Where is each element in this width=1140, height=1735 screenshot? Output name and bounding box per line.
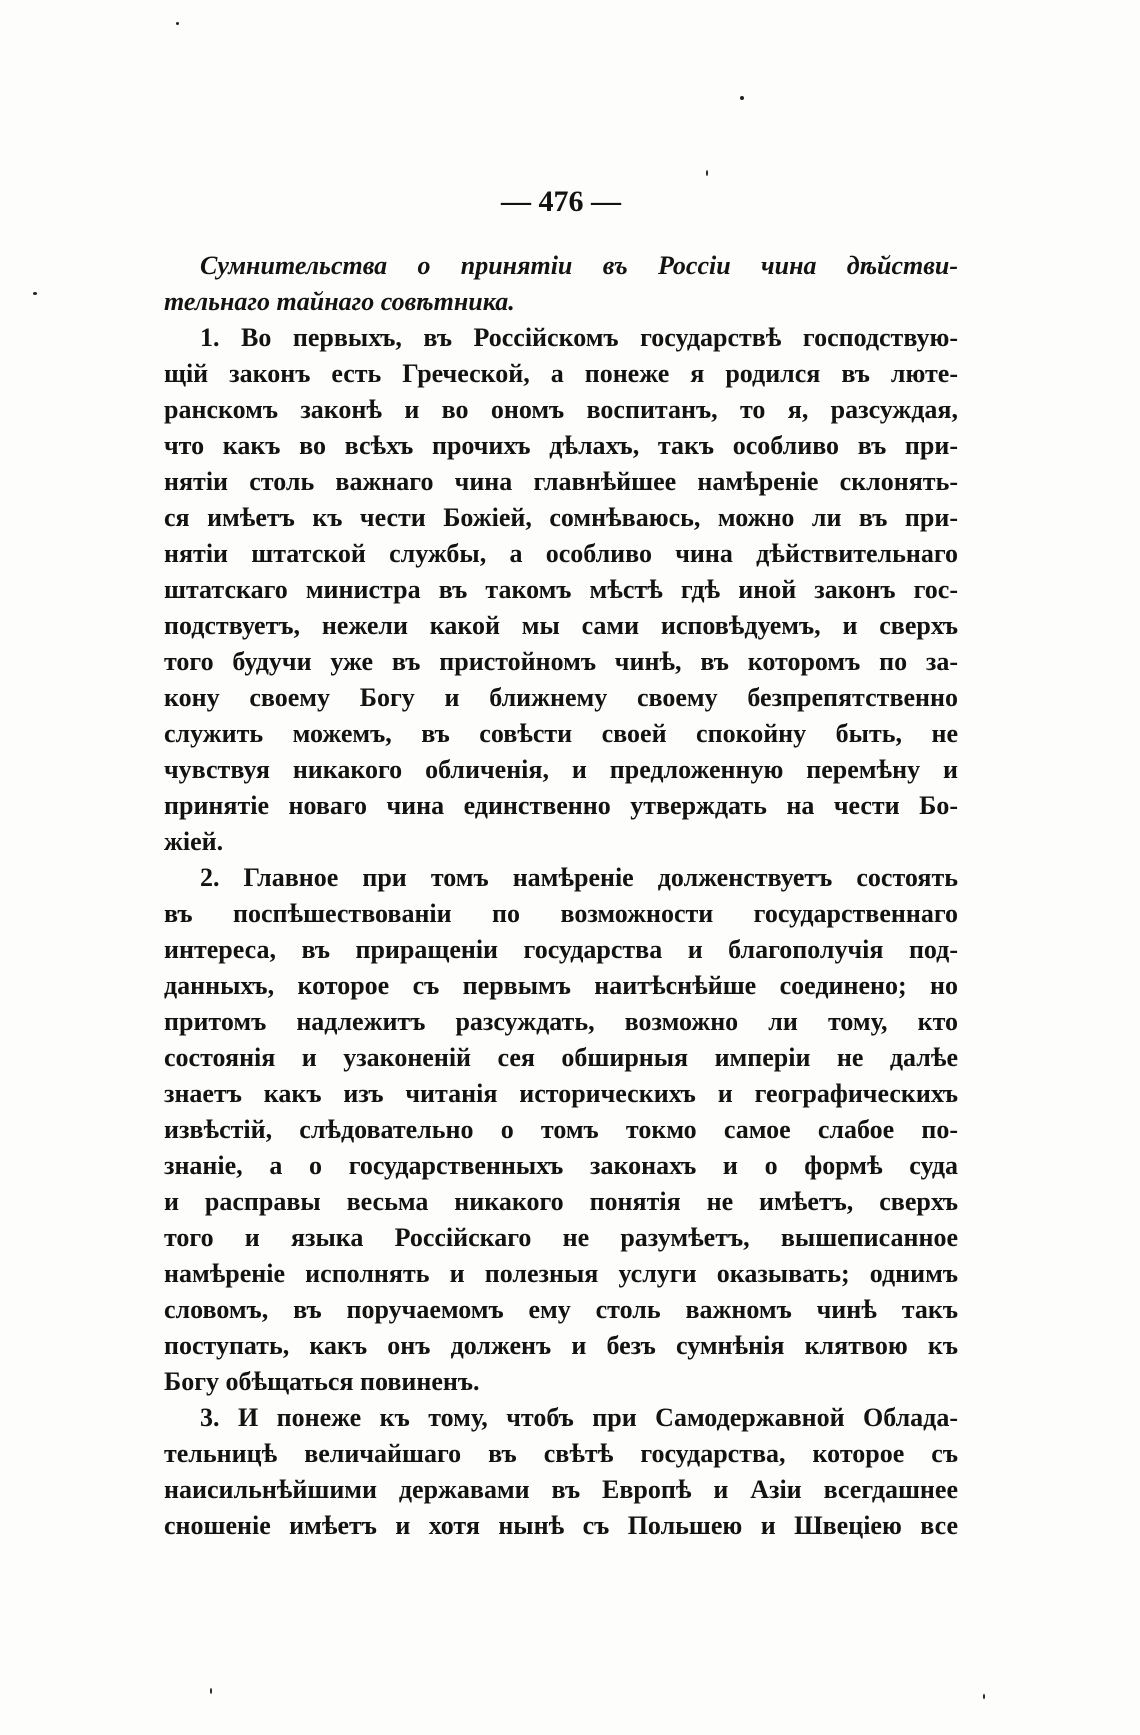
text-line: притомъ надлежитъ разсуждать, возможно ли тому, кто xyxy=(164,1007,958,1036)
text-line: наисильнѣйшими державами въ Европѣ и Азіи всегдашнее xyxy=(164,1475,958,1504)
text-line: знаетъ какъ изъ читанія историческихъ и географическихъ xyxy=(164,1079,958,1108)
text-line: подствуетъ, нежели какой мы сами исповѣдуемъ, и сверхъ xyxy=(164,611,958,640)
text-line: намѣреніе исполнять и полезныя услуги оказывать; однимъ xyxy=(164,1259,958,1288)
paragraph-3 xyxy=(164,1400,958,1544)
text-line: штатскаго министра въ такомъ мѣстѣ гдѣ иной законъ гос- xyxy=(164,575,958,604)
heading-line: тельнаго тайнаго совѣтника. xyxy=(164,287,515,316)
text-line: сношеніе имѣетъ и хотя нынѣ съ Польшею и Швеціею все xyxy=(164,1511,958,1540)
scan-speck xyxy=(176,22,179,25)
heading-line: Сумнительства о принятіи въ Россіи чина дѣйстви- xyxy=(200,251,958,280)
text-line: щій законъ есть Греческой, а понеже я родился въ люте- xyxy=(164,359,958,388)
text-line: 1. Во первыхъ, въ Россійскомъ государствѣ господствую- xyxy=(200,323,958,352)
paragraph-2 xyxy=(164,860,958,1400)
scan-speck xyxy=(33,292,37,295)
text-line: ранскомъ законѣ и во ономъ воспитанъ, то я, разсуждая, xyxy=(164,395,958,424)
text-line: тельницѣ величайшаго въ свѣтѣ государства, которое съ xyxy=(164,1439,958,1468)
text-line: знаніе, а о государственныхъ законахъ и о формѣ суда xyxy=(164,1151,958,1180)
text-line: состоянія и узаконеній сея обширныя имперіи не далѣе xyxy=(164,1043,958,1072)
text-line: жіей. xyxy=(164,827,224,856)
text-line: принятіе новаго чина единственно утверждать на чести Бо- xyxy=(164,791,958,820)
text-line: ся имѣетъ къ чести Божіей, сомнѣваюсь, можно ли въ при- xyxy=(164,503,958,532)
text-line: 3. И понеже къ тому, чтобъ при Самодержавной Облада- xyxy=(200,1403,958,1432)
scan-speck xyxy=(983,1694,985,1699)
text-line: извѣстій, слѣдовательно о томъ токмо самое слабое по- xyxy=(164,1115,958,1144)
scan-speck xyxy=(706,170,708,176)
text-line: нятіи столь важнаго чина главнѣйшее намѣреніе склонять- xyxy=(164,467,958,496)
paragraph-1 xyxy=(164,320,958,860)
page-number: — 476 — xyxy=(501,185,621,218)
text-line: кону своему Богу и ближнему своему безпрепятственно xyxy=(164,683,958,712)
text-line: служить можемъ, въ совѣсти своей спокойну быть, не xyxy=(164,719,958,748)
text-line: и расправы весьма никакого понятія не имѣетъ, сверхъ xyxy=(164,1187,958,1216)
text-line: словомъ, въ поручаемомъ ему столь важномъ чинѣ такъ xyxy=(164,1295,958,1324)
text-line: нятіи штатской службы, а особливо чина дѣйствительнаго xyxy=(164,539,958,568)
text-line: 2. Главное при томъ намѣреніе долженствуетъ состоять xyxy=(200,863,958,892)
body-text xyxy=(164,248,958,1544)
text-line: поступать, какъ онъ долженъ и безъ сумнѣнія клятвою къ xyxy=(164,1331,958,1360)
scan-speck xyxy=(210,1688,212,1694)
text-line: того будучи уже въ пристойномъ чинѣ, въ которомъ по за- xyxy=(164,647,958,676)
text-line: чувствуя никакого обличенія, и предложенную перемѣну и xyxy=(164,755,958,784)
text-line: интереса, въ приращеніи государства и благополучія под- xyxy=(164,935,958,964)
text-line: того и языка Россійскаго не разумѣетъ, вышеписанное xyxy=(164,1223,958,1252)
text-line: данныхъ, которое съ первымъ наитѣснѣйше соединено; но xyxy=(164,971,958,1000)
text-line: что какъ во всѣхъ прочихъ дѣлахъ, такъ особливо въ при- xyxy=(164,431,958,460)
text-line: въ поспѣшествованіи по возможности государственнаго xyxy=(164,899,958,928)
section-heading xyxy=(164,248,958,320)
text-line: Богу обѣщаться повиненъ. xyxy=(164,1367,480,1396)
scan-speck xyxy=(740,96,744,100)
